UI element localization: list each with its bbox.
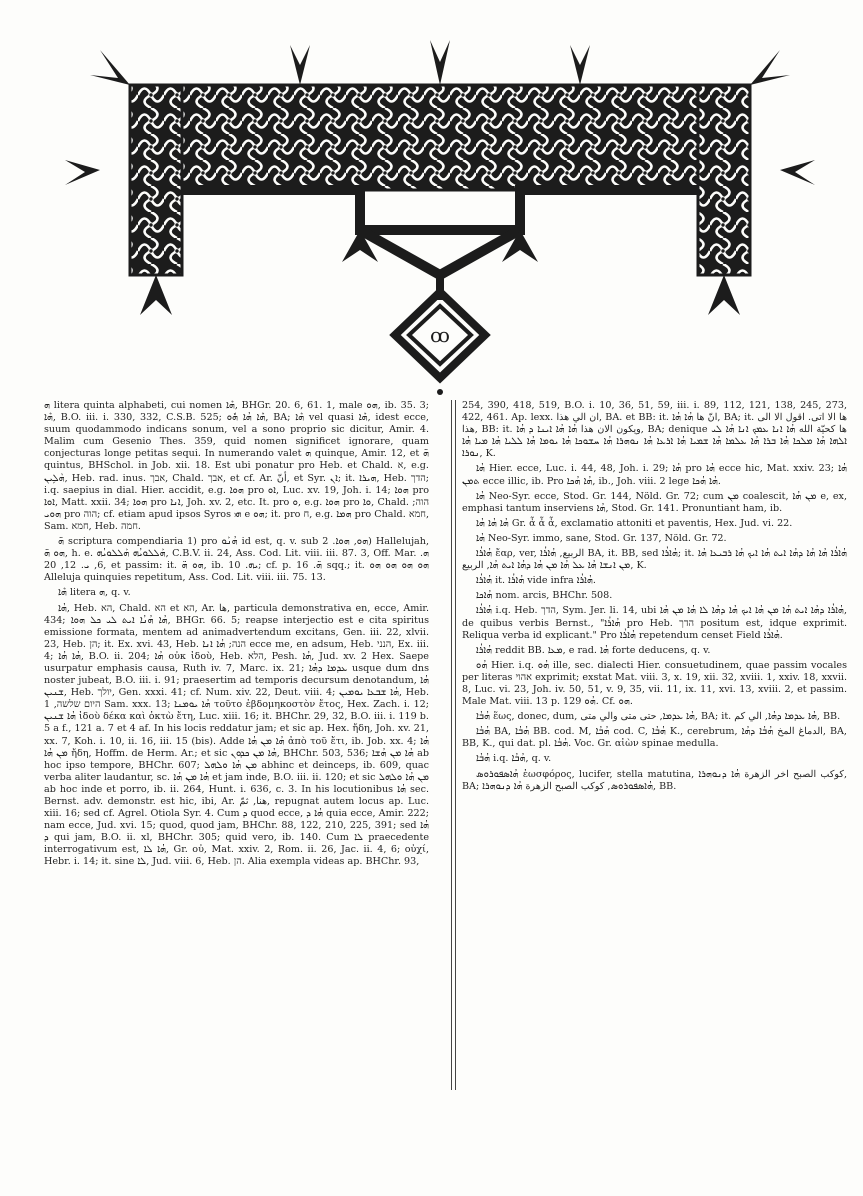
entry-hu-ille: ܗܳܘ Hier. i.q. ܗܳܘ ille, sec. dialecti Hier. consuetudinem, quae passim vocales per literas אהוי exprimit; exstat Mat. viii. 3, x. 19, xii. 32, xviii. 1, xxiv. 18, xxvii. 8, Luc. vi. 23, Joh. iv. 50, 51, v. 9, 35, vii. 11, ix. 11, xvi. 13, xviii. 2, et passim. Male Mat. viii. 13 p. 129 ܗܳܘ. Cf. ܗܘ. [462, 659, 848, 708]
entry-lucifer: ܗܳܐܣܦܘܪܘܣ ἑωσφόρος, lucifer, stella matutina, كوكب الصبح اخر الزهرة ܗܳܐ ܕܢܘܗܪܐ, BA; ܗܳܐܣܦܘܪܘܣ, كوكب الصبح الزهرة ܗܳܐ ܕܢܘܗܪܐ, BB. [462, 768, 847, 792]
entry-ha-neosyr: ܗܳܐ Neo-Syr. ecce, Stod. Gr. 144, Nöld. Gr. 72; cum ܡܢ coalescit, ܡܢ ܗܳܐ e, ex, emphasi tantum inserviens ܗܳܐ, Stod. Gr. 141. Pronuntiant ham, ib. [462, 490, 848, 514]
column-divider [451, 400, 456, 1090]
entry-ver: ܗܳܐܪܳܐ ἔαρ, ver, الربيع, ܗܳܐܪܳܐ BA, it. BB, sed ܗܳܐܪܳܐ; it. ܗܳܐܪܳܐ ܗܳܐ ܗܳܐ ܕܗܳܐ ܐܝܬ ܗܳܐ ܐܝܟ ܗܳܐ ܪܒܝܥܐ ܗܳܐ ܡܢ ܐܢܫܐ ܗܳܐ ܥܠ ܗܳܐ ܡܢ ܗܳܐ ܕܗܳܐ ܐܝܬ ܗܳܐ, الربيع, K. [462, 548, 847, 572]
entry-donec: ܗܳܒܳܐ ἕως, donec, dum, ܗܳܐ ܥܕܡܐ, حتى متى والي متى, BA; it. ܗܳܐ ܥܕܡܐ ܕܗܳܐ, الي كم, BB. [476, 711, 841, 723]
entry-ha-particle: ܗܳܐ, Heb. הא, Chald. הא et הא, Ar. ها, particula demonstrativa en, ecce, Amir. 434; ܗܳܐ ܗܳܢܳܐ ܐܝܬ ܠܝ ܟܠ ܗܘܐ, BHGr. 66. 5; reapse interjectio est e cita spiritus emissione formata, mentem ad animadvertendum excitans, Gen. iii. 22, xlvii. 23, Heb. הן; it. Ex. xvi. 43, Heb. הנה; ܗܳܐ ܐܢܐ ecce me, en adsum, Heb. הנני, Ex. iii. 4; ܗܳܐ ܗܳܐ, B.O. ii. 204; ܗܳܐ οὐκ ἰδοὺ, Heb. הלא, Pesh. ܗܳܐ, Jud. xv. 2 Hex. Saepe usurpatur emphasis causa, Ruth iv. 7, Marc. ix. 21; ܥܕܡܐ ܕܗܳܐ usque dum dns noster jubeat, B.O. iii. i. 91; praesertim ad temporis decursum denotandum, ܗܳܐ ܫܢܝܢ, Heb. יולך, Gen. xxxi. 41; cf. Num. xiv. 22, Deut. viii. 4; ܗܳܐ ܫܒܥܐ ܝܘܡܝܢ, Heb. היום שלשה, 1 Sam. xxx. 13; ܗܳܐ ܝܘܡܢܐ τοῦτο ἑβδομηκοστὸν ἔτος, Hex. Zach. i. 12; ܗܳܐ ܫܢܝܢ ἰδοὺ δέκα καὶ ὀκτὼ ἔτη, Luc. xiii. 16; it. BHChr. 29, 32, B.O. iii. i. 119 b. 5 a f., 121 a. 7 et 4 af. In his locis reddatur jam; et sic ap. Hex. ἤδη, Joh. xv. 21, xx. 7, Koh. i. 10, ii. 16, iii. 15 (bis). Adde ܗܳܐ ܡܢ ܗܳܐ ἀπὸ τοῦ ἔτι, ib. Job. xx. 4; ܗܳܐ ܡܢ ܗܳܐ ἤδη, Hoffm. de Herm. Ar.; et sic ܗܳܐ ܡܢ ܟܕܘܢ, BHChr. 503, 536; ܗܳܐ ܡܢ ܗܳܫܐ ab hoc ipso tempore, BHChr. 607; ܡܢ ܗܳܐ ܘܠܗܠ abhinc et deinceps, ib. 609, quac verba aliter laudantur, sc. ܗܳܐ ܡܢ ܗܳܐ et jam inde, B.O. iii. ii. 120; et sic ܡܢ ܗܳܐ ܘܠܗܠ ab hoc inde et porro, ib. ii. 264, Hunt. i. 636, c. 3. In his locutionibus ܗܳܐ sec. Bernst. adv. demonstr. est hic, ibi, Ar. هنا, ثمّ, repugnat autem locus ap. Luc. xiii. 16; sed cf. Agrel. Otiola Syr. 4. Cum ܕ quod ecce, ܗܳܐ ܕ quia ecce, Amir. 222; nam ecce, Jud. xvi. 15; quod, quod jam, BHChr. 88, 122, 210, 225, 391; sed ܗܳܐ ܕ qui jam, B.O. ii. xl, BHChr. 305; quid vero, ib. 140. Cum ܠܐ praecedente interrogativum est, ܗܳܐ ܠܐ, Gr. οὐ, Mat. xxiv. 2, Rom. ii. 26, Jac. ii. 4, 6; οὐχί, Hebr. i. 14; it. sine ܠܐ, Jud. viii. 6, Heb. הן. Alia exempla videas ap. BHChr. 93, [44, 602, 430, 868]
entry-vide-infra: ܗܳܐܪܳܐ it. ܗܳܐܪܳܐ vide infra ܗܳܐܪܳܐ. [476, 575, 596, 587]
entry-he-letter: ܗ litera quinta alphabeti, cui nomen ܗܶܐ, BHGr. 20. 6, 61. 1, male ܗܘ, ib. 35. 3; ܗܶܐ, B.O. iii. i. 330, 332, C.S.B. 525; ܗܶܐ ܗܳܐ ܗܽܘ, BA; ܗܶܐ vel quasi ܗܶܐ, idest ecce, suum quodammodo indicans sonum, vel a sono proprio sic dicitur, Amir. 4. Malim cum Gesenio Thes. 359, quid nomen significet ignorare, quam conjecturas longe petitas sequi. In numerando valet ܗ quinque, Amir. 12, et ܗ̈ quintus, BHSchol. in Job. xii. 18. Est ubi ponatur pro Heb. et Chald. א, e.g. ܗܵܠܹܝܢ, Heb. rad. inus. אבך, Chald. אבך, et cf. Ar. أنّ, et Syr. ܐܢ; it. ܗܝܪܐ, Heb. הדך; i.q. saepius in dial. Hier. accidit, e.g. ܗܘܐ pro ܐܘ, Luc. xv. 19, Joh. i. 14; ܗܘܐ pro ܐܘܐ, Matt. xxii. 34; ܗܘܐ pro ܐܢܐ, Joh. xv. 2, etc. It. pro ܘ, e.g. ܗܘܐ pro ܘܐ, Chald. הוה; ܗܘܝ pro הוה; cf. etiam apud ipsos Syros ܗܝ e ܗܘ; it. pro ח, e.g. ܗܡܐ pro Chald. חמא, Sam. חמא, Heb. חמה. [44, 400, 430, 532]
entry-bb-reddit: ܗܳܐܪܳܐ reddit BB. ܡܥܐ, e rad. ܗܳܐ forte deducens, q. v. [476, 644, 711, 656]
left-column [44, 400, 429, 872]
entry-ha-exclamation: ܗܳܐ ܗܳܐ ܗܳܐ Gr. ἆ ἆ ἆ, exclamatio attoniti et paventis, Hex. Jud. vi. 22. [476, 517, 793, 529]
entry-cerebrum: ܗܳܒܳܐ BA, ܗܳܒܳܐ BB. cod. M, ܗܳܒܳܐ cod. C, ܗܳܒܳܐ K., cerebrum, الدماغ المخ ܗܳܒܳܐ ܕܗܳܐ, BA, BB, K., qui dat. pl. ܗܳܒܳܐ. Voc. Gr. αἰὼν spinae medulla. [462, 726, 847, 750]
pendant-glyph: ꝏ [430, 323, 450, 347]
entry-ha-continued: 254, 390, 418, 519, B.O. i. 10, 36, 51, 59, iii. i. 89, 112, 121, 138, 245, 273, 422, 461. Ap. lexx. ان الي هذا, BA. et BB: it. انّ ها ܗܳܐ ܗܳܐ, BA; it. ها الا اتى. اقول الا الى هذا, BB: it. ويكون الان هذا ܗܳܐ ܗܳܐ ܐܝܢܐ ܕ ܗܳܐ, BA; denique ها كحيّة الله ܗܳܐ ܐܢܐ ܥܡܟ ܐܢܐ ܗܳܐ ܠܝ ܐܠܗܐ ܗܳܐ ܡܠܟܐ ܗܳܐ ܒܪܐ ܗܳܐ ܥܠܡܐ ܗܳܐ ܫܡܝܐ ܗܳܐ ܐܪܥܐ ܗܳܐ ܢܘܗܪܐ ܗܳܐ ܚܫܘܟܐ ܗܳܐ ܝܘܡܐ ܗܳܐ ܠܠܝܐ ܗܳܐ ܡܝܐ ܗܳܐ ܢܘܪܐ, K. [462, 400, 848, 460]
knotwork-headpiece-ornament [60, 30, 820, 395]
right-column [462, 400, 847, 796]
entry-ha-hier: ܗܳܐ Hier. ecce, Luc. i. 44, 48, Joh. i. 29; ܗܳܐ pro ܗܳܐ ecce hic, Mat. xxiv. 23; ܗܳܐ ܬܡܢ ecce illic, ib. Pro ܗܳܐ ܗܳܟܐ, ib., Joh. viii. 2 lege ܗܳܐ ܗܳܟܐ. [462, 463, 847, 487]
entry-he-litera: ܗܶܐ litera ܗ, q. v. [58, 587, 131, 599]
entry-iq: ܗܳܒܳܐ i.q. ܗܳܒܳܐ, q. v. [476, 753, 552, 765]
knotwork-ornament-icon [60, 30, 820, 395]
entry-he-abbreviation: ܗ̈ scriptura compendiaria 1) pro ܗܳܢܰܘ id est, q. v. sub ܗܘ, ܗܘܐ. 2) Hallelujah, ܗܘ ܗ̈, h. e. ܗܰܠܠܘܝܳܗ ܗܰܠܠܘܝܳܗ, C.B.V. ii. 24, Ass. Cod. Lit. viii. iii. 87. 3, Off. Mar. ܗ. 6, ܝ. 12, 20, et passim: it. ܗܘ ܗ̈, ib. ܝܗ. 10; cf. p. ܗ̈. 16 sqq.; it. ܗܘ ܗܘ ܗܘ ܗܘ Alleluja quinquies repetitum, Ass. Cod. Lit. viii. iii. 75. 13. [44, 536, 429, 584]
entry-ha-immo: ܗܳܐ Neo-Syr. immo, sane, Stod. Gr. 137, Nöld. Gr. 72. [476, 532, 727, 544]
entry-arcis: ܗܳܐܟܐ nom. arcis, BHChr. 508. [476, 590, 613, 602]
entry-hadar: ܗܳܐܪܳܐ i.q. Heb. הדך, Sym. Jer. li. 14, ubi ܗܳܐܪܳܐ ܕܗܳܐ ܐܝܬ ܗܳܐ ܡܢ ܗܳܐ ܐܝܟ ܗܳܐ ܕܗܳܐ ܠܐ ܗܳܐ ܡܢ ܗܳܐ, de quibus verbis Bernst., "ܗܳܐܪܳܐ pro Heb. הדך positum est, idque exprimit. Reliqua verba id explicant." Pro ܗܳܐܪܳܐ repetendum censet Field ܗܳܐܪܳܐ. [462, 605, 848, 641]
